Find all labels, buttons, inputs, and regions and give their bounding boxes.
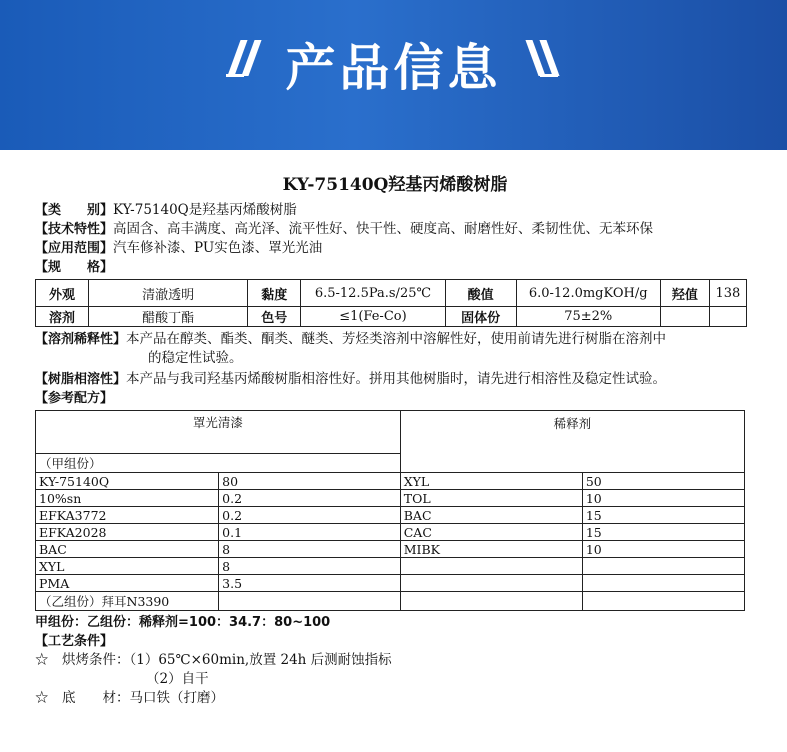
empty-cell bbox=[582, 592, 744, 611]
formula-line bbox=[35, 389, 755, 408]
category-value: KY-75140Q是羟基丙烯酸树脂 bbox=[113, 202, 297, 218]
spec-table bbox=[35, 279, 747, 327]
viscosity-value: 6.5-12.5Pa.s/25℃ bbox=[301, 280, 445, 307]
color-value: ≤1(Fe-Co) bbox=[301, 307, 445, 327]
formula-label: 【参考配方】 bbox=[35, 391, 114, 406]
bake-condition-2: （2）自干 bbox=[146, 671, 209, 687]
spec-row bbox=[36, 280, 747, 307]
bake-line-1 bbox=[35, 651, 755, 670]
features-line bbox=[35, 220, 755, 239]
formula-right-name: CAC bbox=[400, 524, 582, 541]
formula-row bbox=[36, 558, 745, 575]
clearcoat-header: 罩光清漆 bbox=[36, 411, 401, 454]
formula-left-value: 80 bbox=[219, 473, 401, 490]
formula-left-value: 8 bbox=[219, 541, 401, 558]
formula-table bbox=[35, 410, 745, 611]
spec-row bbox=[36, 307, 747, 327]
process-label: 【工艺条件】 bbox=[35, 634, 114, 649]
formula-right-name: TOL bbox=[400, 490, 582, 507]
hydroxyl-label: 羟值 bbox=[660, 280, 709, 307]
dilution-value-2: 的稳定性试验。 bbox=[148, 350, 243, 366]
hydroxyl-value: 138 bbox=[709, 280, 746, 307]
formula-left-name: PMA bbox=[36, 575, 219, 592]
dilution-label: 【溶剂稀释性】 bbox=[35, 332, 127, 347]
application-line bbox=[35, 239, 755, 258]
substrate-text: ☆ 底 材：马口铁（打磨） bbox=[35, 690, 224, 706]
empty-cell bbox=[709, 307, 746, 327]
category-line bbox=[35, 201, 755, 220]
features-value: 高固含、高丰满度、高光泽、流平性好、快干性、硬度高、耐磨性好、柔韧性优、无苯环保 bbox=[113, 221, 654, 237]
right-slash-icon bbox=[522, 40, 562, 76]
compat-line bbox=[35, 370, 755, 389]
spec-label: 【规 格】 bbox=[35, 260, 114, 275]
formula-row bbox=[36, 524, 745, 541]
formula-row bbox=[36, 541, 745, 558]
empty-cell bbox=[400, 592, 582, 611]
solid-value: 75±2% bbox=[516, 307, 660, 327]
formula-left-value: 3.5 bbox=[219, 575, 401, 592]
dilution-line bbox=[35, 330, 755, 349]
solid-label: 固体份 bbox=[445, 307, 516, 327]
category-label: 【类 别】 bbox=[35, 203, 114, 218]
application-label: 【应用范围】 bbox=[35, 241, 114, 256]
spec-line bbox=[35, 258, 755, 277]
formula-right-name: XYL bbox=[400, 473, 582, 490]
substrate-line bbox=[35, 689, 755, 708]
product-document bbox=[35, 160, 755, 708]
formula-right-value: 10 bbox=[582, 490, 744, 507]
formula-left-name: KY-75140Q bbox=[36, 473, 219, 490]
formula-row bbox=[36, 473, 745, 490]
formula-right-name: BAC bbox=[400, 507, 582, 524]
formula-right-value: 50 bbox=[582, 473, 744, 490]
formula-right-value: 15 bbox=[582, 507, 744, 524]
empty-cell bbox=[400, 575, 582, 592]
formula-left-name: BAC bbox=[36, 541, 219, 558]
formula-left-name: XYL bbox=[36, 558, 219, 575]
empty-cell bbox=[582, 575, 744, 592]
application-value: 汽车修补漆、PU实色漆、罩光光油 bbox=[113, 240, 323, 256]
formula-row bbox=[36, 507, 745, 524]
formula-right-value: 10 bbox=[582, 541, 744, 558]
bake-condition-1: ☆ 烘烤条件：（1）65℃×60min,放置 24h 后测耐蚀指标 bbox=[35, 652, 392, 668]
color-label: 色号 bbox=[248, 307, 301, 327]
formula-row bbox=[36, 592, 745, 611]
viscosity-label: 黏度 bbox=[248, 280, 301, 307]
formula-row bbox=[36, 490, 745, 507]
banner-title: 产品信息 bbox=[285, 39, 502, 97]
ratio-line bbox=[35, 613, 755, 632]
empty-cell bbox=[400, 558, 582, 575]
empty-cell bbox=[660, 307, 709, 327]
formula-left-value: 0.2 bbox=[219, 490, 401, 507]
ratio-text: 甲组份：乙组份：稀释剂=100：34.7：80~100 bbox=[35, 615, 331, 630]
appearance-label: 外观 bbox=[36, 280, 89, 307]
dilution-line-2 bbox=[35, 349, 755, 368]
dilution-value: 本产品在醇类、酯类、酮类、醚类、芳烃类溶剂中溶解性好，使用前请先进行树脂在溶剂中 bbox=[126, 331, 667, 347]
formula-row bbox=[36, 575, 745, 592]
solvent-label: 溶剂 bbox=[36, 307, 89, 327]
formula-left-name: EFKA3772 bbox=[36, 507, 219, 524]
empty-cell bbox=[582, 558, 744, 575]
formula-left-name: EFKA2028 bbox=[36, 524, 219, 541]
part-b-label: （乙组份）拜耳N3390 bbox=[36, 592, 219, 611]
header-banner bbox=[0, 0, 787, 150]
formula-right-name: MIBK bbox=[400, 541, 582, 558]
formula-left-value: 0.2 bbox=[219, 507, 401, 524]
acid-value: 6.0-12.0mgKOH/g bbox=[516, 280, 660, 307]
solvent-value: 醋酸丁酯 bbox=[89, 307, 248, 327]
empty-cell bbox=[219, 592, 401, 611]
formula-left-value: 0.1 bbox=[219, 524, 401, 541]
features-label: 【技术特性】 bbox=[35, 222, 114, 237]
product-title: KY-75140Q羟基丙烯酸树脂 bbox=[282, 175, 508, 195]
compat-value: 本产品与我司羟基丙烯酸树脂相溶性好。拼用其他树脂时，请先进行相溶性及稳定性试验。 bbox=[126, 371, 667, 387]
appearance-value: 清澈透明 bbox=[89, 280, 248, 307]
formula-header-row bbox=[36, 411, 745, 454]
formula-left-name: 10%sn bbox=[36, 490, 219, 507]
compat-label: 【树脂相溶性】 bbox=[35, 372, 127, 387]
formula-left-value: 8 bbox=[219, 558, 401, 575]
acid-label: 酸值 bbox=[445, 280, 516, 307]
bake-line-2 bbox=[35, 670, 755, 689]
formula-right-value: 15 bbox=[582, 524, 744, 541]
right-underline bbox=[540, 74, 558, 77]
process-line bbox=[35, 632, 755, 651]
part-a-label: （甲组份） bbox=[36, 454, 401, 473]
thinner-header: 稀释剂 bbox=[400, 411, 744, 473]
